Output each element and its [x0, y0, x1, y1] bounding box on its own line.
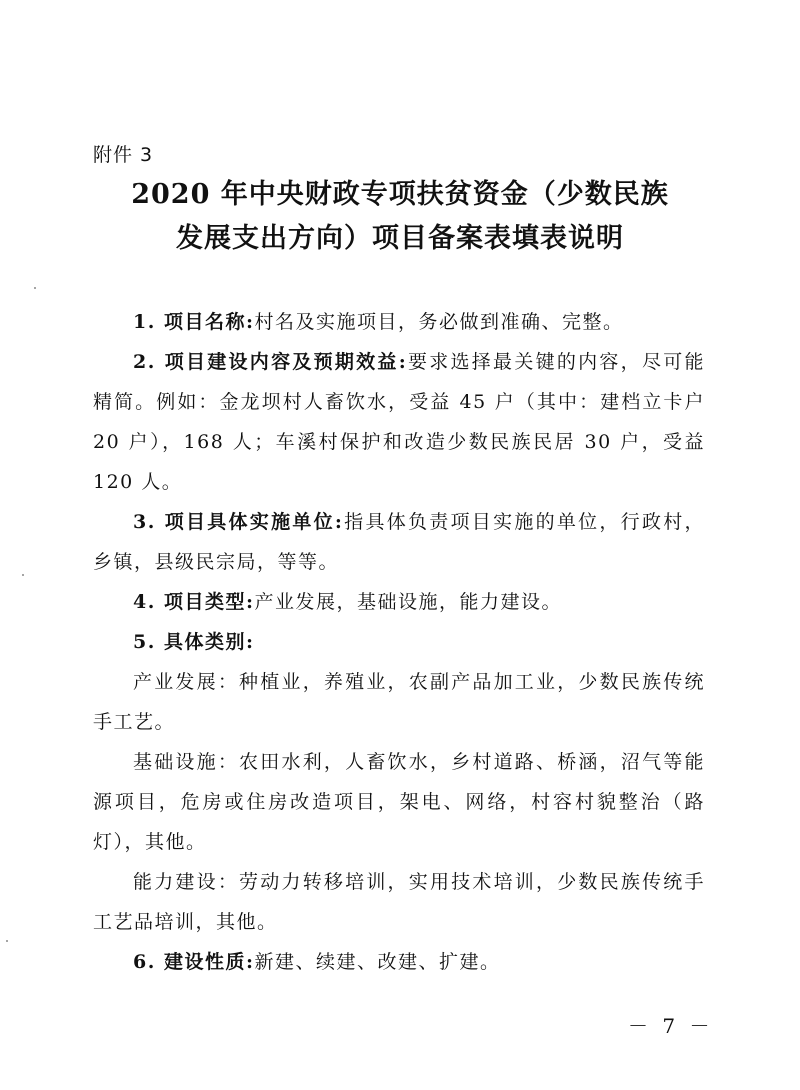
category-text: 能力建设：劳动力转移培训，实用技术培训，少数民族传统手工艺品培训，其他。 [93, 871, 705, 933]
item-heading: 4. 项目类型: [133, 591, 255, 613]
item-text: 要求选择最关键的内容，尽可能精简。例如：金龙坝村人畜饮水，受益 45 户（其中：建档立卡户 20 户），168 人；车溪村保护和改造少数民族民居 30 户，受益 120 人。 [93, 351, 705, 493]
category-paragraph [93, 662, 705, 742]
page-number: － 7 － [628, 1014, 714, 1038]
item-text: 村名及实施项目，务必做到准确、完整。 [254, 311, 624, 333]
category-text: 基础设施：农田水利，人畜饮水，乡村道路、桥涵，沼气等能源项目，危房或住房改造项目，架电、网络，村容村貌整治（路灯），其他。 [93, 751, 705, 853]
category-text: 产业发展：种植业，养殖业，农副产品加工业，少数民族传统手工艺。 [93, 671, 705, 733]
scan-speck [6, 940, 8, 942]
item-heading: 3. 项目具体实施单位: [133, 511, 344, 533]
item-paragraph [93, 942, 705, 982]
item-paragraph [93, 622, 705, 662]
item-heading: 5. 具体类别: [133, 631, 255, 653]
item-paragraph [93, 502, 705, 582]
item-text: 新建、续建、改建、扩建。 [254, 951, 501, 973]
item-heading: 2. 项目建设内容及预期效益: [133, 351, 408, 373]
document-body [93, 302, 705, 982]
item-heading: 1. 项目名称: [133, 311, 255, 333]
item-paragraph [93, 582, 705, 622]
item-heading: 6. 建设性质: [133, 951, 255, 973]
item-paragraph [93, 342, 705, 502]
item-paragraph [93, 302, 705, 342]
category-paragraph [93, 862, 705, 942]
scan-speck [34, 287, 36, 289]
attachment-label: 附件 3 [93, 144, 154, 166]
document-title-line-2: 发展支出方向）项目备案表填表说明 [176, 223, 624, 254]
scan-speck [22, 574, 24, 576]
category-paragraph [93, 742, 705, 862]
item-text: 指具体负责项目实施的单位，行政村，乡镇，县级民宗局，等等。 [93, 511, 705, 573]
document-title-line-1: 2020 年中央财政专项扶贫资金（少数民族 [131, 179, 669, 210]
item-text: 产业发展，基础设施，能力建设。 [254, 591, 562, 613]
